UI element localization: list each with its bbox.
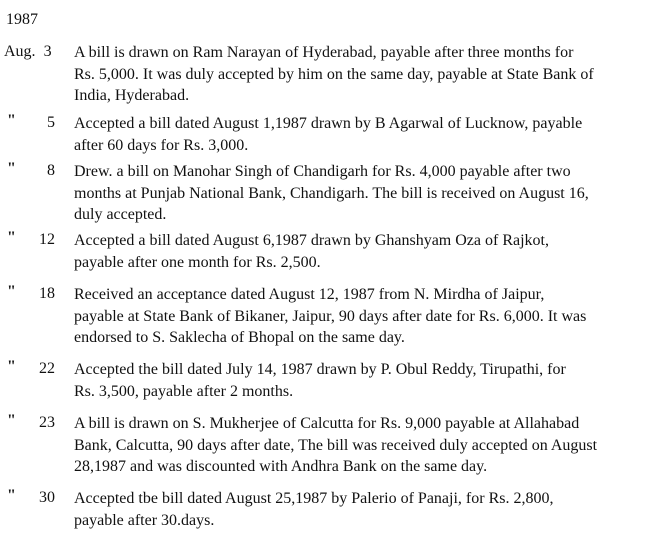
entry-text bbox=[74, 413, 656, 478]
entry-line: payable at State Bank of Bikaner, Jaipur, 90 days after date for Rs. 6,000. It was bbox=[74, 307, 587, 325]
entry-line: Rs. 3,500, payable after 2 months. bbox=[74, 382, 294, 400]
ditto-mark: " bbox=[7, 412, 16, 429]
entry-line: endorsed to S. Saklecha of Bhopal on the same day. bbox=[74, 329, 405, 346]
entry-line: 28,1987 and was discounted with Andhra Bank on the same day. bbox=[74, 458, 488, 475]
year-heading: 1987 bbox=[6, 11, 38, 28]
entry-line: Bank, Calcutta, 90 days after date, The bill was received duly accepted on August bbox=[74, 436, 598, 454]
entry-day: 3 bbox=[43, 43, 52, 60]
entry-text bbox=[74, 113, 656, 156]
entry-day: 12 bbox=[39, 231, 55, 248]
entry-line: Accepted a bill dated August 6,1987 drawn by Ghanshyam Oza of Rajkot, bbox=[74, 232, 549, 249]
entry-line: Accepted a bill dated August 1,1987 drawn by B Agarwal of Lucknow, payable bbox=[74, 115, 583, 132]
entry-line: payable after 30.days. bbox=[74, 511, 215, 529]
entry-line: months at Punjab National Bank, Chandigarh. The bill is received on August 16, bbox=[74, 184, 589, 202]
entry-line: Drew. a bill on Manohar Singh of Chandigarh for Rs. 4,000 payable after two bbox=[74, 163, 571, 180]
entry-line: A bill is drawn on S. Mukherjee of Calcutta for Rs. 9,000 payable at Allahabad bbox=[74, 415, 580, 432]
entry-text bbox=[74, 488, 656, 531]
entry-day: 30 bbox=[39, 489, 55, 506]
entry-day: 23 bbox=[39, 414, 55, 431]
ditto-mark: " bbox=[7, 358, 16, 375]
entry-text bbox=[74, 42, 656, 107]
entry-line: duly accepted. bbox=[74, 206, 167, 223]
entry-line: A bill is drawn on Ram Narayan of Hyderabad, payable after three months for bbox=[74, 44, 574, 61]
entry-text bbox=[74, 161, 656, 226]
entry-day: 8 bbox=[47, 162, 55, 179]
entry-line: payable after one month for Rs. 2,500. bbox=[74, 253, 321, 271]
ditto-mark: " bbox=[7, 229, 16, 246]
entry-line: Received an acceptance dated August 12, 1987 from N. Mirdha of Jaipur, bbox=[74, 286, 545, 303]
entry-text bbox=[74, 284, 656, 349]
entry-text bbox=[74, 359, 656, 402]
entry-day: 18 bbox=[39, 285, 55, 302]
ditto-mark: " bbox=[7, 112, 16, 129]
entry-line: India, Hyderabad. bbox=[74, 87, 190, 104]
ditto-mark: " bbox=[7, 283, 16, 300]
ditto-mark: " bbox=[7, 160, 16, 177]
entry-month: Aug. bbox=[4, 43, 36, 60]
entry-line: Accepted the bill dated July 14, 1987 drawn by P. Obul Reddy, Tirupathi, for bbox=[74, 361, 566, 378]
entry-line: Accepted tbe bill dated August 25,1987 by Palerio of Panaji, for Rs. 2,800, bbox=[74, 490, 554, 507]
entry-day: 5 bbox=[47, 114, 55, 131]
entry-day: 22 bbox=[39, 360, 55, 377]
ditto-mark: " bbox=[7, 487, 16, 504]
entry-line: after 60 days for Rs. 3,000. bbox=[74, 136, 249, 154]
entry-date bbox=[4, 42, 52, 62]
entry-text bbox=[74, 230, 656, 273]
entry-line: Rs. 5,000. It was duly accepted by him on the same day, payable at State Bank of bbox=[74, 65, 594, 83]
